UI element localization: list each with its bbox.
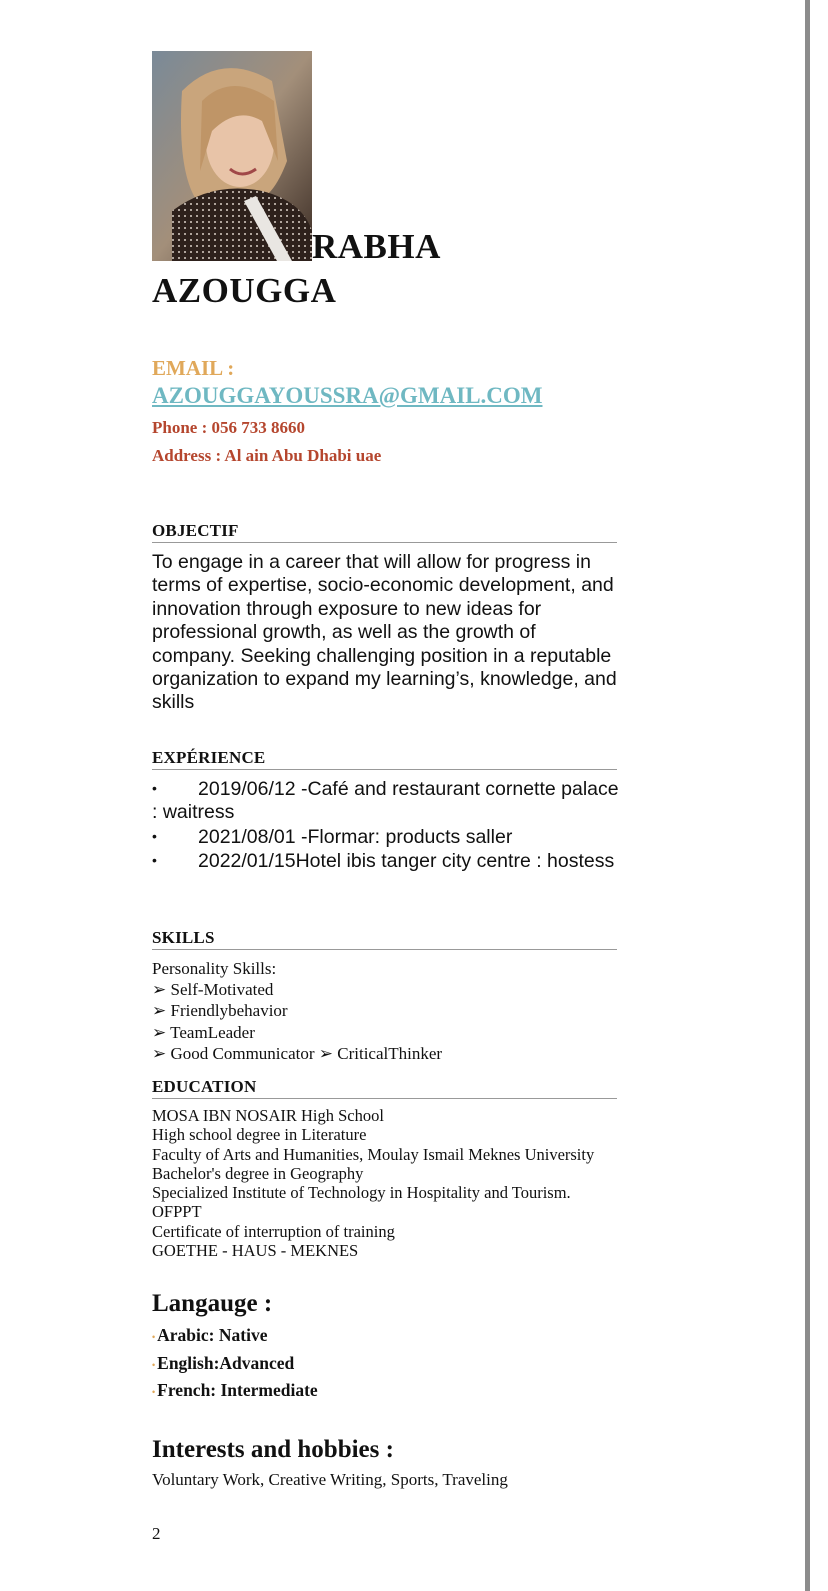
bullet-icon: • xyxy=(152,780,157,796)
profile-photo xyxy=(152,51,312,261)
language-item-text: Arabic: Native xyxy=(157,1325,268,1345)
phone-text: Phone : 056 733 8660 xyxy=(152,418,305,437)
list-item xyxy=(152,1325,267,1346)
list-item: Certificate of interruption of training xyxy=(152,1221,395,1241)
list-item: ➢ Self-Motivated xyxy=(152,980,274,1000)
section-heading-experience: EXPÉRIENCE xyxy=(152,748,617,770)
email-link[interactable]: AZOUGGAYOUSSRA@GMAIL.COM xyxy=(152,383,543,408)
name-first: RABHA xyxy=(312,227,441,266)
address-text: Address : Al ain Abu Dhabi uae xyxy=(152,446,382,465)
language-heading: Langauge : xyxy=(152,1290,273,1317)
list-item: ➢ TeamLeader xyxy=(152,1022,255,1042)
bullet-dot-icon: • xyxy=(152,1360,156,1370)
language-item-text: French: Intermediate xyxy=(157,1380,318,1400)
page-number: 2 xyxy=(152,1524,161,1543)
section-heading-skills: SKILLS xyxy=(152,928,617,950)
list-item: Personality Skills: xyxy=(152,959,277,978)
objectif-text: To engage in a career that will allow for progress in terms of expertise, socio-economic development, and innovation through exposure to new ideas for professional growth, as well as the growth of company. Seeking challenging position in a reputable organization to expand my learning’s, knowledge, and skills xyxy=(152,551,617,714)
section-heading-education: EDUCATION xyxy=(152,1077,617,1099)
list-item: Specialized Institute of Technology in Hospitality and Tourism. xyxy=(152,1183,571,1203)
bullet-icon: • xyxy=(152,827,157,844)
list-item: OFPPT xyxy=(152,1202,202,1222)
list-item xyxy=(152,777,622,825)
list-item: High school degree in Literature xyxy=(152,1125,367,1145)
experience-item-text: 2021/08/01 -Flormar: products saller xyxy=(198,825,513,848)
experience-list xyxy=(152,777,622,874)
list-item xyxy=(152,1380,318,1401)
list-item xyxy=(152,849,622,873)
list-item xyxy=(152,825,622,849)
list-item xyxy=(152,1353,294,1374)
section-heading-objectif: OBJECTIF xyxy=(152,521,617,543)
education-list xyxy=(152,1106,622,1260)
experience-item-text: 2022/01/15Hotel ibis tanger city centre : hostess xyxy=(198,850,615,873)
email-label: EMAIL : xyxy=(152,356,235,380)
bullet-dot-icon: • xyxy=(152,1387,156,1397)
name-last: AZOUGGA xyxy=(152,271,337,310)
list-item: MOSA IBN NOSAIR High School xyxy=(152,1106,384,1125)
bullet-icon: • xyxy=(152,852,157,869)
profile-photo-graphic xyxy=(152,51,312,261)
language-item-text: English:Advanced xyxy=(157,1353,295,1373)
list-item: Faculty of Arts and Humanities, Moulay Ismail Meknes University xyxy=(152,1144,595,1164)
scrollbar[interactable] xyxy=(805,0,810,1591)
list-item: ➢ Good Communicator ➢ CriticalThinker xyxy=(152,1043,443,1063)
list-item: Bachelor's degree in Geography xyxy=(152,1163,364,1183)
skills-list xyxy=(152,958,622,1064)
list-item: GOETHE - HAUS - MEKNES xyxy=(152,1241,359,1261)
bullet-dot-icon: • xyxy=(152,1332,156,1342)
interests-heading: Interests and hobbies : xyxy=(152,1436,394,1463)
interests-text: Voluntary Work, Creative Writing, Sports, Traveling xyxy=(152,1470,508,1489)
experience-item-text: 2019/06/12 -Café and restaurant cornette palace : waitress xyxy=(152,778,619,824)
list-item: ➢ Friendlybehavior xyxy=(152,1001,288,1021)
